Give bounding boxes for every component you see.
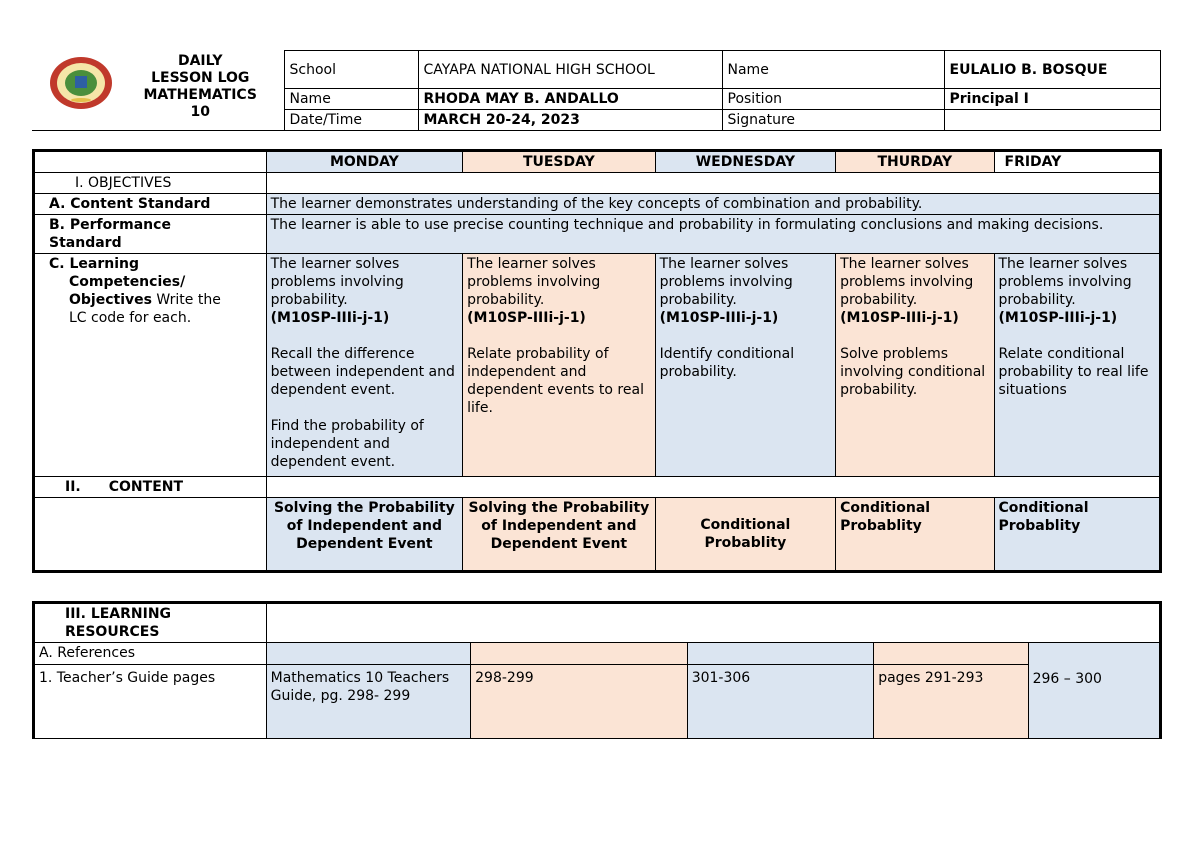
- tg-monday: Mathematics 10 Teachers Guide, pg. 298- 299: [266, 665, 471, 739]
- objective-text: Recall the difference between independent and dependent event.: [270, 346, 455, 398]
- corner-cell: [34, 151, 267, 173]
- competency-code: (M10SP-IIIi-j-1): [270, 310, 390, 326]
- resources-heading-blank: [266, 603, 1160, 643]
- date-label: Date/Time: [284, 110, 418, 131]
- content-standard-label: A. Content Standard: [34, 194, 267, 215]
- tg-thursday: pages 291-293: [874, 665, 1028, 739]
- label-line: C. Learning: [49, 256, 139, 272]
- competency-code: (M10SP-IIIi-j-1): [840, 310, 959, 326]
- signature-value: [944, 110, 1160, 131]
- school-label: School: [284, 51, 418, 89]
- label-rest: Write the: [151, 292, 221, 308]
- label-line: B. Performance: [49, 217, 171, 233]
- day-header-wednesday: WEDNESDAY: [655, 151, 835, 173]
- performance-standard-text: The learner is able to use precise counting technique and probability in formulating conclusions and making decisions.: [266, 215, 1160, 254]
- content-standard-text: The learner demonstrates understanding of the key concepts of combination and probability.: [266, 194, 1160, 215]
- content-heading-text: CONTENT: [108, 479, 184, 495]
- wednesday-competency: [655, 254, 835, 477]
- content-blank-label: [34, 498, 267, 572]
- competency-code: (M10SP-IIIi-j-1): [998, 310, 1118, 326]
- objectives-heading: I. OBJECTIVES: [34, 173, 267, 194]
- references-wednesday: [687, 643, 873, 665]
- competency-text: The learner solves problems involving probability.: [840, 256, 974, 308]
- label-line: Competencies/: [69, 274, 186, 290]
- title-line: LESSON LOG: [151, 69, 250, 86]
- tg-wednesday: 301-306: [687, 665, 873, 739]
- tuesday-competency: [463, 254, 656, 477]
- friday-competency: [994, 254, 1161, 477]
- monday-content: Solving the Probability of Independent and Dependent Event: [266, 498, 463, 572]
- teacher-name-label: Name: [284, 89, 418, 110]
- friday-content: Conditional Probablity: [994, 498, 1161, 572]
- label-line: Standard: [49, 235, 122, 251]
- references-thursday: [874, 643, 1028, 665]
- label-line: LC code for each.: [69, 310, 192, 326]
- wednesday-content: Conditional Probablity: [655, 498, 835, 572]
- teacher-name-value: RHODA MAY B. ANDALLO: [418, 89, 722, 110]
- objective-text: Solve problems involving conditional probability.: [840, 346, 986, 398]
- tuesday-content: Solving the Probability of Independent and Dependent Event: [463, 498, 656, 572]
- thursday-content: Conditional Probablity: [836, 498, 994, 572]
- performance-standard-label: [34, 215, 267, 254]
- label-bold: Objectives: [69, 292, 152, 308]
- monday-competency: [266, 254, 463, 477]
- teachers-guide-label: 1. Teacher’s Guide pages: [34, 665, 267, 739]
- objectives-table: [32, 149, 1162, 573]
- references-monday: [266, 643, 471, 665]
- objective-text: Relate probability of independent and dependent events to real life.: [467, 346, 644, 416]
- school-value: CAYAPA NATIONAL HIGH SCHOOL: [418, 51, 722, 89]
- objective-text: Relate conditional probability to real life situations: [998, 346, 1149, 398]
- content-heading-blank: [266, 477, 1160, 498]
- competency-text: The learner solves problems involving probability.: [659, 256, 793, 308]
- resources-heading: III. LEARNING RESOURCES: [34, 603, 267, 643]
- label-line: [49, 291, 262, 309]
- learning-competencies-label: [34, 254, 267, 477]
- content-heading: [34, 477, 267, 498]
- lesson-log-title: [32, 51, 284, 131]
- title-line: MATHEMATICS: [143, 86, 258, 103]
- references-label: A. References: [34, 643, 267, 665]
- header-table: [32, 50, 1161, 131]
- date-value: MARCH 20-24, 2023: [418, 110, 722, 131]
- competency-text: The learner solves problems involving probability.: [998, 256, 1132, 308]
- competency-text: The learner solves problems involving probability.: [467, 256, 601, 308]
- position-value: Principal I: [944, 89, 1160, 110]
- thursday-competency: [836, 254, 994, 477]
- tg-tuesday: 298-299: [471, 665, 688, 739]
- competency-text: The learner solves problems involving probability.: [270, 256, 404, 308]
- day-header-tuesday: TUESDAY: [463, 151, 656, 173]
- day-header-friday: FRIDAY: [994, 151, 1161, 173]
- tg-friday: 296 – 300: [1028, 643, 1160, 739]
- title-line: DAILY: [177, 52, 223, 69]
- day-header-thursday: THURDAY: [836, 151, 994, 173]
- day-header-monday: MONDAY: [266, 151, 463, 173]
- title-line: 10: [190, 103, 210, 120]
- principal-name-label: Name: [722, 51, 944, 89]
- principal-name-value: EULALIO B. BOSQUE: [944, 51, 1160, 89]
- objective-text: Find the probability of independent and dependent event.: [270, 418, 424, 470]
- objective-text: Identify conditional probability.: [659, 346, 795, 380]
- signature-label: Signature: [722, 110, 944, 131]
- position-label: Position: [722, 89, 944, 110]
- objectives-heading-blank: [266, 173, 1160, 194]
- resources-table: [32, 601, 1162, 739]
- references-tuesday: [471, 643, 688, 665]
- competency-code: (M10SP-IIIi-j-1): [659, 310, 779, 326]
- competency-code: (M10SP-IIIi-j-1): [467, 310, 586, 326]
- content-heading-num: II.: [65, 479, 81, 495]
